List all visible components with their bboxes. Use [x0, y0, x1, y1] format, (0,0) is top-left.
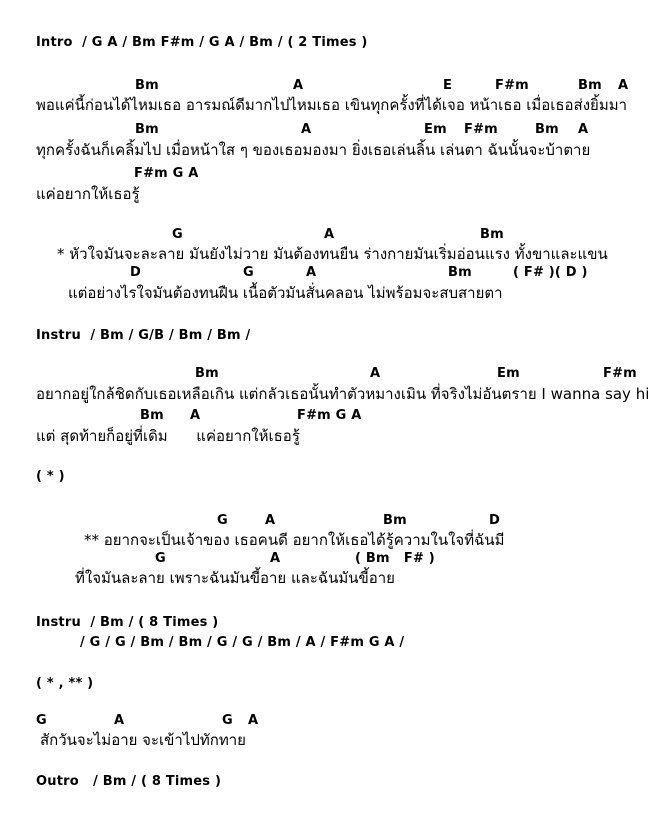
- chord-v2-chords-4: F#m: [464, 122, 498, 137]
- chord-c2-chords-5: ( F# )( D ): [513, 265, 588, 280]
- chord-c3-chords-1: G: [217, 513, 228, 528]
- chord-v4-chords-2: A: [370, 366, 381, 381]
- chord-c1-chords-2: A: [324, 227, 335, 242]
- chord-v2-chords-1: Bm: [135, 122, 159, 137]
- lyric-v1-lyric: พอแค่นี้ก่อนได้ไหมเธอ อารมณ์ดีมากไปไหมเธอ เขินทุกครั้งที่ได้เจอ หน้าเธอ เมื่อเธอส่งยิ้มมา: [36, 96, 628, 114]
- lyric-c1-lyric: * หัวใจมันจะละลาย มันยังไม่วาย มันต้องทนยืน ร่างกายมันเริ่มอ่อนแรง ทั้งขาและแขน: [57, 245, 608, 263]
- lyric-v2-lyric: ทุกครั้งฉันก็เคลิ้มไป เมื่อหน้าใส ๆ ของเธอมองมา ยิ่งเธอเล่นลิ้น เล่นตา ฉันนั้นจะบ้าตาย: [36, 141, 591, 159]
- chord-c4-chords-1: G: [155, 551, 166, 566]
- chord-o1-chords-3: G: [222, 713, 233, 728]
- chord-o1-chords-2: A: [114, 713, 125, 728]
- lyric-c2-lyric: แต่อย่างไรใจมันต้องทนฝืน เนื้อตัวมันสั่นคลอน ไม่พร้อมจะสบสายตา: [68, 284, 503, 302]
- chord-c4-chords-3: ( Bm F# ): [355, 551, 435, 566]
- chord-v5-chords-3: F#m G A: [297, 408, 362, 423]
- chord-c2-chords-3: A: [306, 265, 317, 280]
- lyric-o1-lyric: สักวันจะไม่อาย จะเข้าไปทักทาย: [40, 731, 246, 749]
- chord-v4-chords-4: F#m: [603, 366, 637, 381]
- chord-o1-chords-4: A: [248, 713, 259, 728]
- lyric-v5-lyric: แต่ สุดท้ายก็อยู่ที่เดิม แค่อยากให้เธอรู้: [36, 427, 300, 445]
- marker-ref-star-both: ( * , ** ): [36, 676, 94, 691]
- chord-v1-chords-4: F#m: [495, 78, 529, 93]
- chord-v1-chords-6: A: [618, 78, 629, 93]
- chord-o1-chords-1: G: [36, 713, 47, 728]
- chord-v1-chords-3: E: [443, 78, 453, 93]
- chord-c2-chords-4: Bm: [448, 265, 472, 280]
- chord-c2-chords-1: D: [130, 265, 141, 280]
- label-outro-label: Outro / Bm / ( 8 Times ): [36, 774, 222, 789]
- chord-c3-chords-2: A: [265, 513, 276, 528]
- chord-c3-chords-3: Bm: [383, 513, 407, 528]
- label-instru2-line2: / G / G / Bm / Bm / G / G / Bm / A / F#m G A /: [80, 635, 405, 650]
- chord-v2-chords-6: A: [578, 122, 589, 137]
- chord-v5-chords-2: A: [190, 408, 201, 423]
- chord-v1-chords-2: A: [293, 78, 304, 93]
- label-instru1-label: Instru / Bm / G/B / Bm / Bm /: [36, 328, 251, 343]
- lyric-v3-lyric: แค่อยากให้เธอรู้: [36, 185, 140, 203]
- chord-c3-chords-4: D: [489, 513, 500, 528]
- marker-ref-star: ( * ): [36, 469, 65, 484]
- chord-v2-chords-2: A: [301, 122, 312, 137]
- chord-c2-chords-2: G: [243, 265, 254, 280]
- lyric-v4-lyric: อยากอยู่ใกล้ชิดกับเธอเหลือเกิน แต่กลัวเธอนั้นทำตัวหมางเมิน ที่จริงไม่อันตราย I wanna say hi: [36, 385, 650, 403]
- chord-v4-chords-1: Bm: [195, 366, 219, 381]
- label-instru2-label: Instru / Bm / ( 8 Times ): [36, 615, 219, 630]
- chord-v2-chords-3: Em: [424, 122, 447, 137]
- lyric-c3-lyric: ** อยากจะเป็นเจ้าของ เธอคนดี อยากให้เธอได้รู้ความในใจที่ฉันมี: [84, 531, 505, 549]
- chord-v1-chords-5: Bm: [578, 78, 602, 93]
- chord-v3-chords-1: F#m G A: [134, 166, 199, 181]
- lyric-c4-lyric: ที่ใจมันละลาย เพราะฉันมันขี้อาย และฉันมันขี้อาย: [75, 569, 395, 587]
- chord-c1-chords-1: G: [172, 227, 183, 242]
- chord-c4-chords-2: A: [270, 551, 281, 566]
- chord-v1-chords-1: Bm: [135, 78, 159, 93]
- label-intro-label: Intro / G A / Bm F#m / G A / Bm / ( 2 Times ): [36, 35, 368, 50]
- chord-v2-chords-5: Bm: [535, 122, 559, 137]
- chord-v5-chords-1: Bm: [140, 408, 164, 423]
- chord-c1-chords-3: Bm: [480, 227, 504, 242]
- chord-v4-chords-3: Em: [497, 366, 520, 381]
